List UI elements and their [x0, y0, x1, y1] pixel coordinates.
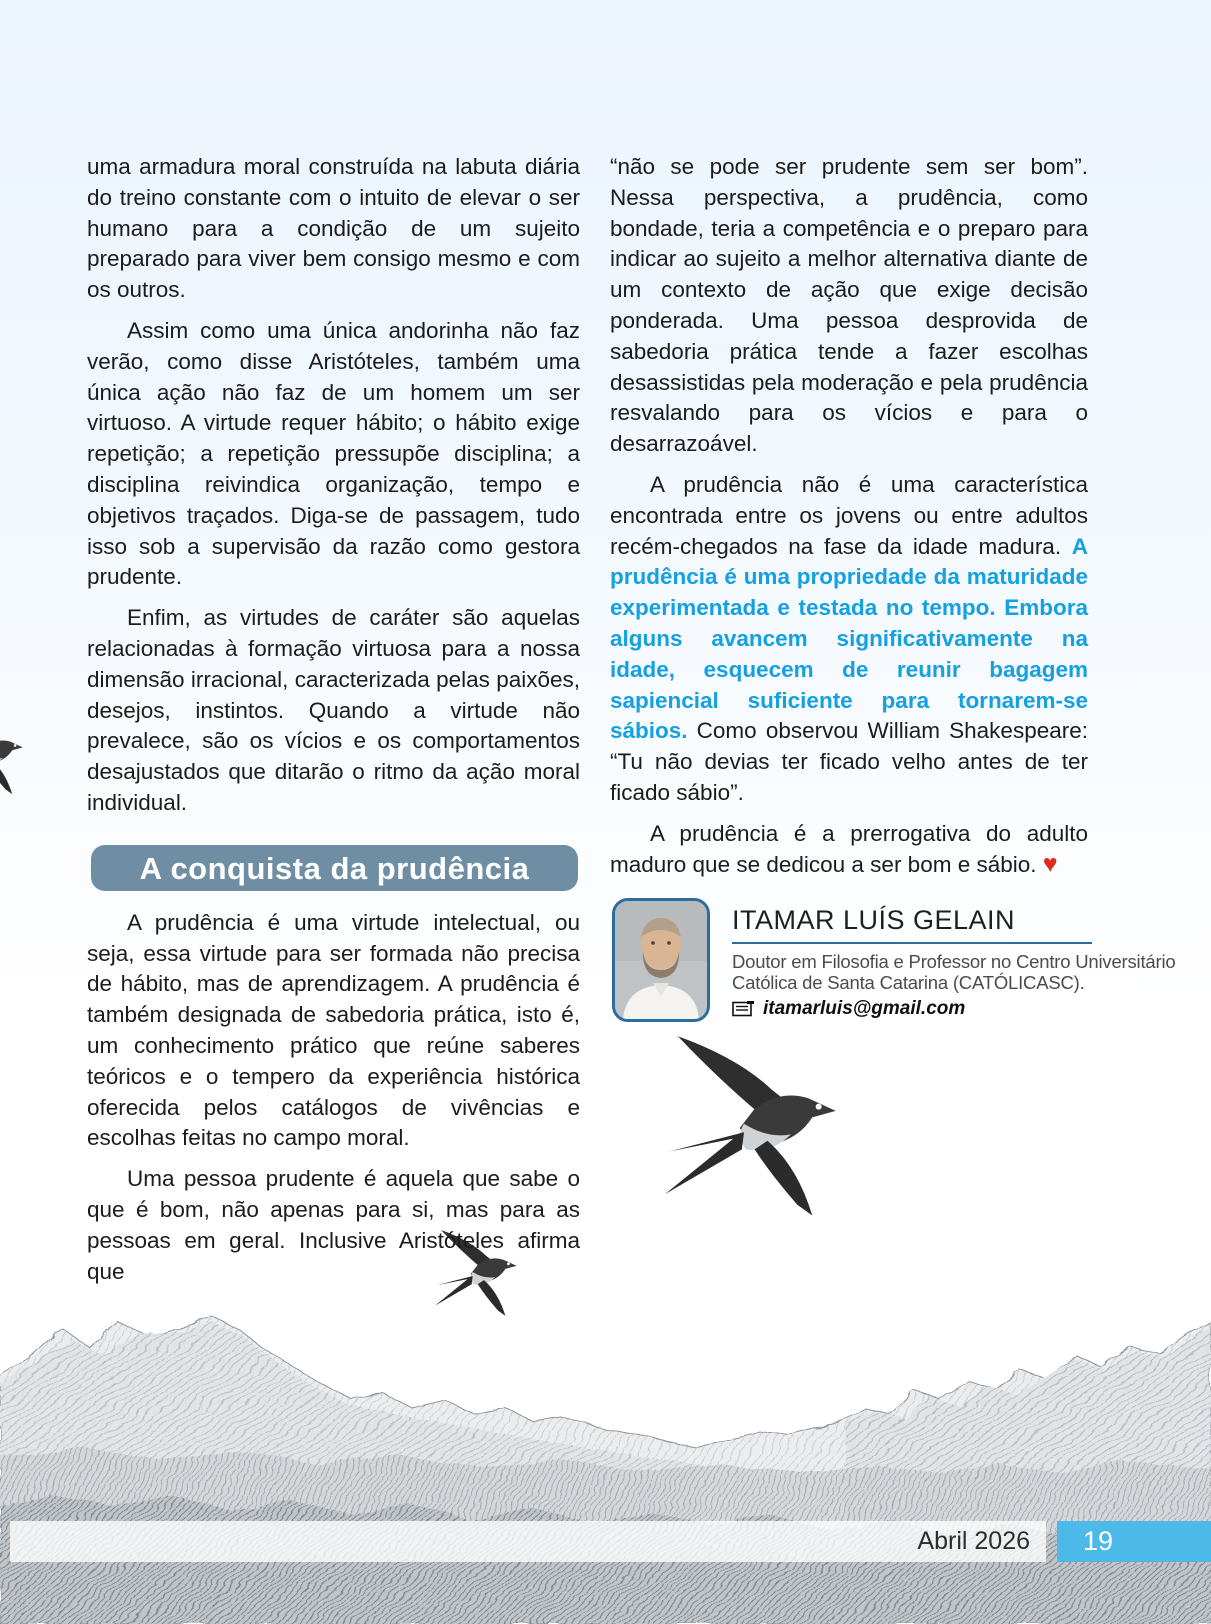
paragraph	[610, 819, 1088, 881]
left-column	[87, 152, 580, 1297]
author-card	[612, 898, 1176, 1028]
author-bio-line: Doutor em Filosofia e Professor no Centro Universitário	[732, 951, 1176, 972]
page-number-badge	[1057, 1521, 1211, 1562]
paragraph: uma armadura moral construída na labuta diária do treino constante com o intuito de elevar o ser humano para a condição de um sujeito preparado para viver bem consigo mesmo e com os outros.	[87, 154, 580, 303]
paragraph: A prudência é uma virtude intelectual, ou seja, essa virtude para ser formada não precisa de hábito, mas de aprendizagem. A prudência é também designada de sabedoria prática, isto é, um conhecimento prático que reúne saberes teóricos e o tempero da experiência histórica oferecida pelos catálogos de vivências e escolhas feitas no campo moral.	[87, 909, 580, 1151]
paragraph: “não se pode ser prudente sem ser bom”. Nessa perspectiva, a prudência, como bondade, teria a competência e o preparo para indicar ao sujeito a melhor alternativa diante de um contexto de ação que exige decisão ponderada. Uma pessoa desprovida de sabedoria prática tende a fazer escolhas desassistidas pela moderação e pela prudência resvalando para os vícios e para o desarrazoável.	[610, 154, 1088, 457]
paragraph-text: A prudência não é uma característica encontrada entre os jovens ou entre adultos recém-chegados na fase da idade madura.	[610, 471, 1088, 559]
end-of-article-heart-icon: ♥	[1042, 849, 1058, 878]
paragraph-text: A prudência é a prerrogativa do adulto maduro que se dedicou a ser bom e sábio.	[610, 820, 1088, 877]
swallow-bird-icon	[642, 1032, 910, 1224]
paragraph: Enfim, as virtudes de caráter são aquelas relacionadas à formação virtuosa para a nossa dimensão irracional, caracterizada pelas paixões, desejos, instintos. Quando a virtude não prevalece, são os vícios e os comportamentos desajustados que ditarão o ritmo da ação moral individual.	[87, 605, 580, 815]
paragraph: Assim como uma única andorinha não faz verão, como disse Aristóteles, também uma única ação não faz de um homem um ser virtuoso. A virtude requer hábito; o hábito exige repetição; a repetição pressupõe disciplina; a disciplina reivindica organização, tempo e objetivos traçados. Diga-se de passagem, tudo isso sob a supervisão da razão como gestora prudente.	[87, 317, 580, 590]
author-email[interactable]: itamarluis@gmail.com	[763, 998, 966, 1019]
page-number: 19	[1083, 1526, 1114, 1556]
section-heading: A conquista da prudência	[91, 845, 578, 891]
right-column	[610, 152, 1088, 890]
author-name: ITAMAR LUÍS GELAIN	[732, 905, 1016, 935]
email-envelope-icon	[732, 1001, 754, 1017]
author-portrait-illustration	[615, 901, 707, 1019]
mountain-sketch-illustration	[0, 1266, 1211, 1624]
author-bio-line: Católica de Santa Catarina (CATÓLICASC).	[732, 972, 1085, 993]
footer-issue-date: Abril 2026	[917, 1527, 1030, 1555]
author-email-row	[732, 998, 965, 1020]
author-photo	[612, 898, 710, 1022]
footer-bar	[10, 1521, 1046, 1562]
paragraph: Uma pessoa prudente é aquela que sabe o que é bom, não apenas para si, mas para as pessoas em geral. Inclusive Aristóteles afirma que	[87, 1166, 580, 1284]
paragraph	[610, 470, 1088, 809]
swallow-bird-icon	[0, 712, 56, 798]
author-divider-line	[732, 942, 1092, 944]
paragraph-text: Como observou William Shakespeare: “Tu não devias ter ficado velho antes de ter ficado sábio”.	[610, 718, 1088, 805]
highlighted-text: A prudência é uma propriedade da maturidade experimentada e testada no tempo. Embora alguns avancem significativamente na idade, esquecem de reunir bagagem sapiencial suficiente para tornarem-se sábios.	[610, 533, 1088, 744]
author-bio	[732, 951, 1175, 993]
